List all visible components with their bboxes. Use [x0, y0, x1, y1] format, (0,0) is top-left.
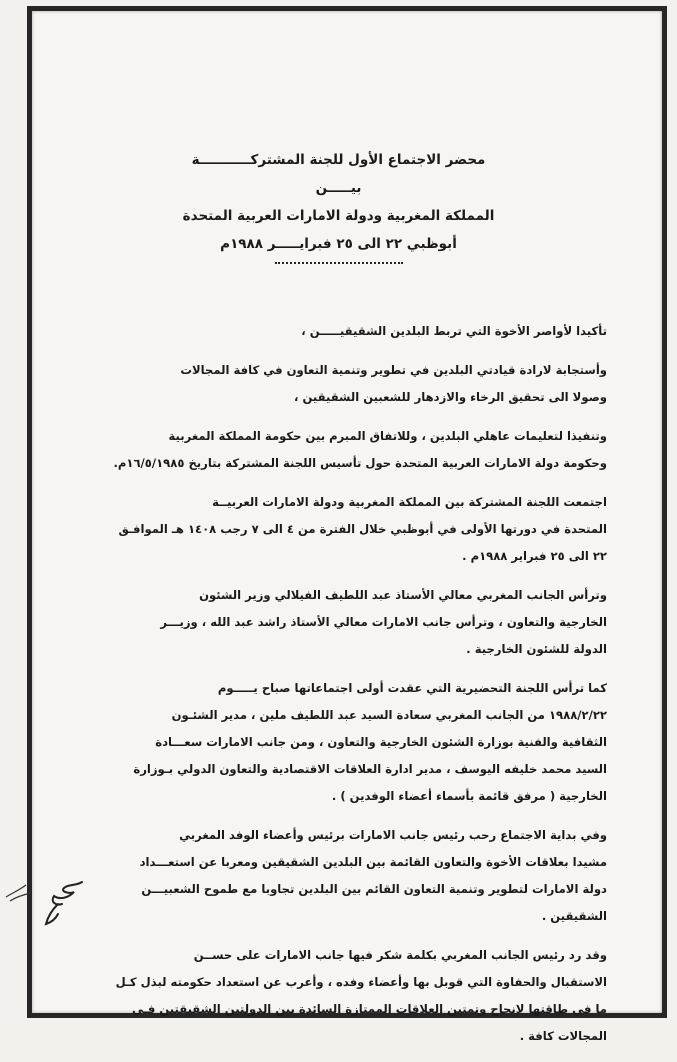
paragraph — [67, 357, 607, 411]
document-header — [60, 150, 617, 264]
paragraph-line: المتحدة في دورتها الأولى في أبوظبي خلال الفترة من ٤ الى ٧ رجب ١٤٠٨ هـ الموافـق — [118, 522, 607, 536]
paragraph — [67, 675, 607, 810]
paragraph-line: ٢٢ الى ٢٥ فبراير ١٩٨٨م . — [462, 549, 607, 563]
paragraph — [67, 489, 607, 570]
paragraph-line: دولة الامارات لتطوير وتنمية التعاون القائم بين البلدين تجاوبا مع طموح الشعبيـــن — [141, 882, 607, 896]
document-between: بيـــــن — [315, 180, 362, 196]
paragraph-line: ما في طاقتها لانجاح وتمتين العلاقات الممتازة السائدة بين الدولتين الشقيقتين فـي — [132, 1002, 607, 1016]
document-body — [67, 318, 607, 1062]
paragraph-line: اجتمعت اللجنة المشتركة بين المملكة المغربية ودولة الامارات العربيــة — [212, 495, 607, 509]
paragraph — [67, 582, 607, 663]
paragraph-line: وترأس الجانب المغربي معالي الأستاذ عبد اللطيف الفيلالي وزير الشئون — [199, 588, 607, 602]
margin-mark-icon — [4, 875, 34, 915]
paragraph-line: السيد محمد خليفه اليوسف ، مدير ادارة العلاقات الاقتصادية والتعاون الدولي بـوزارة — [133, 762, 607, 776]
document-title: محضر الاجتماع الأول للجنة المشتركـــــــــــة — [191, 152, 486, 168]
paragraph-line: الشقيقين . — [541, 909, 607, 923]
paragraph-line: الاستقبال والحفاوة التي قوبل بها وأعضاء وفده ، وأعرب عن استعداد حكومته لبذل كـل — [115, 975, 607, 989]
document-parties: المملكة المغربية ودولة الامارات العربية المتحدة — [182, 208, 495, 224]
paragraph-line: وفي بداية الاجتماع رحب رئيس جانب الامارات برئيس وأعضاء الوفد المغربي — [179, 828, 607, 842]
paragraph-line: وتنفيذا لتعليمات عاهلي البلدين ، وللاتفاق المبرم بين حكومة المملكة المغربية — [168, 429, 607, 443]
document-place-date: أبوظبي ٢٢ الى ٢٥ فبرايـــــر ١٩٨٨م — [220, 236, 457, 252]
paragraph-line: ١٩٨٨/٢/٢٢ من الجانب المغربي سعادة السيد عبد اللطيف ملين ، مدير الشئـون — [171, 708, 607, 722]
paragraph — [67, 822, 607, 930]
paragraph-line: وصولا الى تحقيق الرخاء والازدهار للشعبين الشقيقين ، — [294, 390, 607, 404]
paragraph-line: تأكيدا لأواصر الأخوة التي تربط البلدين الشقيقيـــــن ، — [301, 324, 607, 338]
paragraph-line: الدولة للشئون الخارجية . — [466, 642, 607, 656]
paragraph — [67, 423, 607, 477]
paragraph-line: المجالات كافة . — [519, 1029, 607, 1043]
paragraph-line: الثقافية والفنية بوزارة الشئون الخارجية والتعاون ، ومن جانب الامارات سعـــادة — [155, 735, 607, 749]
paragraph-line: وحكومة دولة الامارات العربية المتحدة حول تأسيس اللجنة المشتركة بتاريخ ١٦/٥/١٩٨٥م. — [113, 456, 607, 470]
paragraph-line: الخارجية والتعاون ، وترأس جانب الامارات معالي الأستاذ راشد عبد الله ، وزيـــر — [160, 615, 607, 629]
paragraph — [67, 318, 607, 345]
paragraph-line: الخارجية ( مرفق قائمة بأسماء أعضاء الوفدين ) . — [331, 789, 607, 803]
paragraph-line: وأستجابة لارادة قيادتي البلدين في تطوير وتنمية التعاون في كافة المجالات — [180, 363, 607, 377]
handwritten-initials-icon — [38, 876, 94, 932]
dotted-underline — [275, 262, 403, 264]
paragraph-line: مشيدا بعلاقات الأخوة والتعاون القائمة بين البلدين الشقيقين ومعربا عن استعـــداد — [139, 855, 607, 869]
paragraph — [67, 942, 607, 1050]
paragraph-line: كما ترأس اللجنة التحضيرية التي عقدت أولى اجتماعاتها صباح يـــــوم — [217, 681, 607, 695]
paragraph-line: وقد رد رئيس الجانب المغربي بكلمة شكر فيها جانب الامارات على حســن — [193, 948, 607, 962]
